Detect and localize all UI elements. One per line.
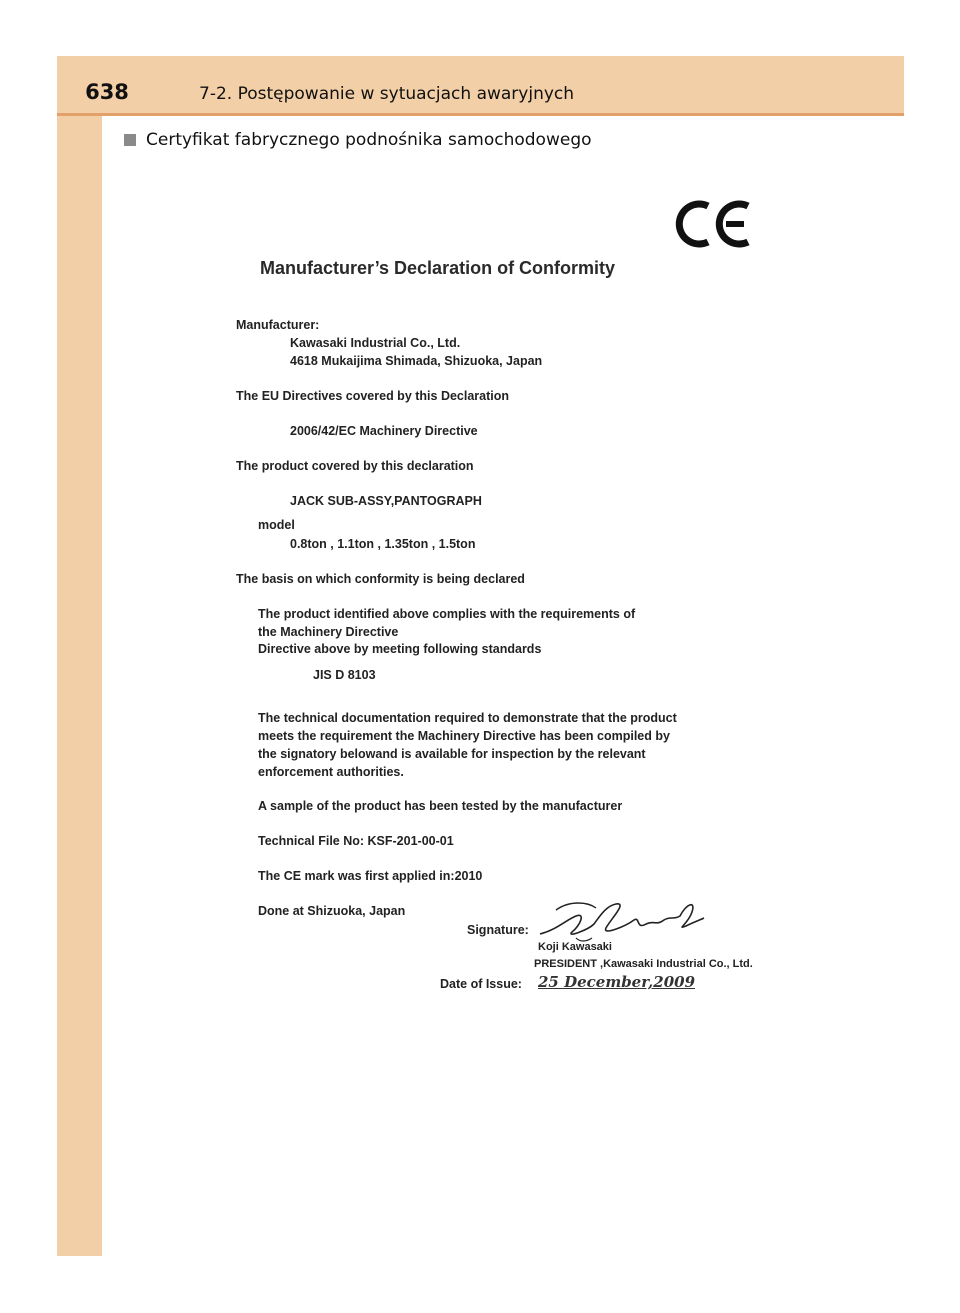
manufacturer-label: Manufacturer:: [236, 318, 320, 332]
handwritten-signature: [536, 890, 706, 948]
basis-label: The basis on which conformity is being declared: [236, 572, 525, 586]
header-rule: [57, 113, 904, 116]
header-section-title: 7-2. Postępowanie w sytuacjach awaryjnych: [199, 84, 575, 104]
basis-line: The product identified above complies with the requirements of: [258, 607, 636, 621]
signatory-name: Koji Kawasaki: [538, 941, 612, 953]
conformity-certificate: [220, 180, 790, 1010]
section-heading: [124, 130, 592, 150]
signatory-title: PRESIDENT ,Kawasaki Industrial Co., Ltd.: [534, 958, 753, 970]
technical-line: the signatory belowand is available for inspection by the relevant: [258, 747, 646, 761]
product-label: The product covered by this declaration: [236, 459, 474, 473]
basis-line: the Machinery Directive: [258, 625, 399, 639]
manufacturer-address: 4618 Mukaijima Shimada, Shizuoka, Japan: [290, 354, 543, 368]
section-heading-text: Certyfikat fabrycznego podnośnika samochodowego: [146, 130, 592, 150]
directive-text: 2006/42/EC Machinery Directive: [290, 424, 478, 438]
manufacturer-name: Kawasaki Industrial Co., Ltd.: [290, 336, 461, 350]
done-at: Done at Shizuoka, Japan: [258, 904, 406, 918]
side-band: [57, 56, 102, 1256]
signature-label: Signature:: [467, 923, 529, 937]
date-label: Date of Issue:: [440, 977, 522, 991]
technical-file: Technical File No: KSF-201-00-01: [258, 834, 454, 848]
basis-line: Directive above by meeting following standards: [258, 642, 542, 656]
certificate-title: Manufacturer’s Declaration of Conformity: [260, 258, 616, 278]
standard-text: JIS D 8103: [313, 668, 376, 682]
date-of-issue: 25 December,2009: [538, 973, 696, 991]
page-number: 638: [85, 80, 129, 104]
technical-line: enforcement authorities.: [258, 765, 404, 779]
square-bullet-icon: [124, 134, 136, 146]
model-label: model: [258, 518, 295, 532]
directives-label: The EU Directives covered by this Declaration: [236, 389, 510, 403]
technical-line: meets the requirement the Machinery Directive has been compiled by: [258, 729, 670, 743]
sample-tested: A sample of the product has been tested by the manufacturer: [258, 799, 623, 813]
technical-line: The technical documentation required to demonstrate that the product: [258, 711, 677, 725]
product-name: JACK SUB-ASSY,PANTOGRAPH: [290, 494, 482, 508]
ce-applied: The CE mark was first applied in:2010: [258, 869, 483, 883]
ce-mark-icon: [674, 196, 754, 252]
model-values: 0.8ton , 1.1ton , 1.35ton , 1.5ton: [290, 537, 476, 551]
